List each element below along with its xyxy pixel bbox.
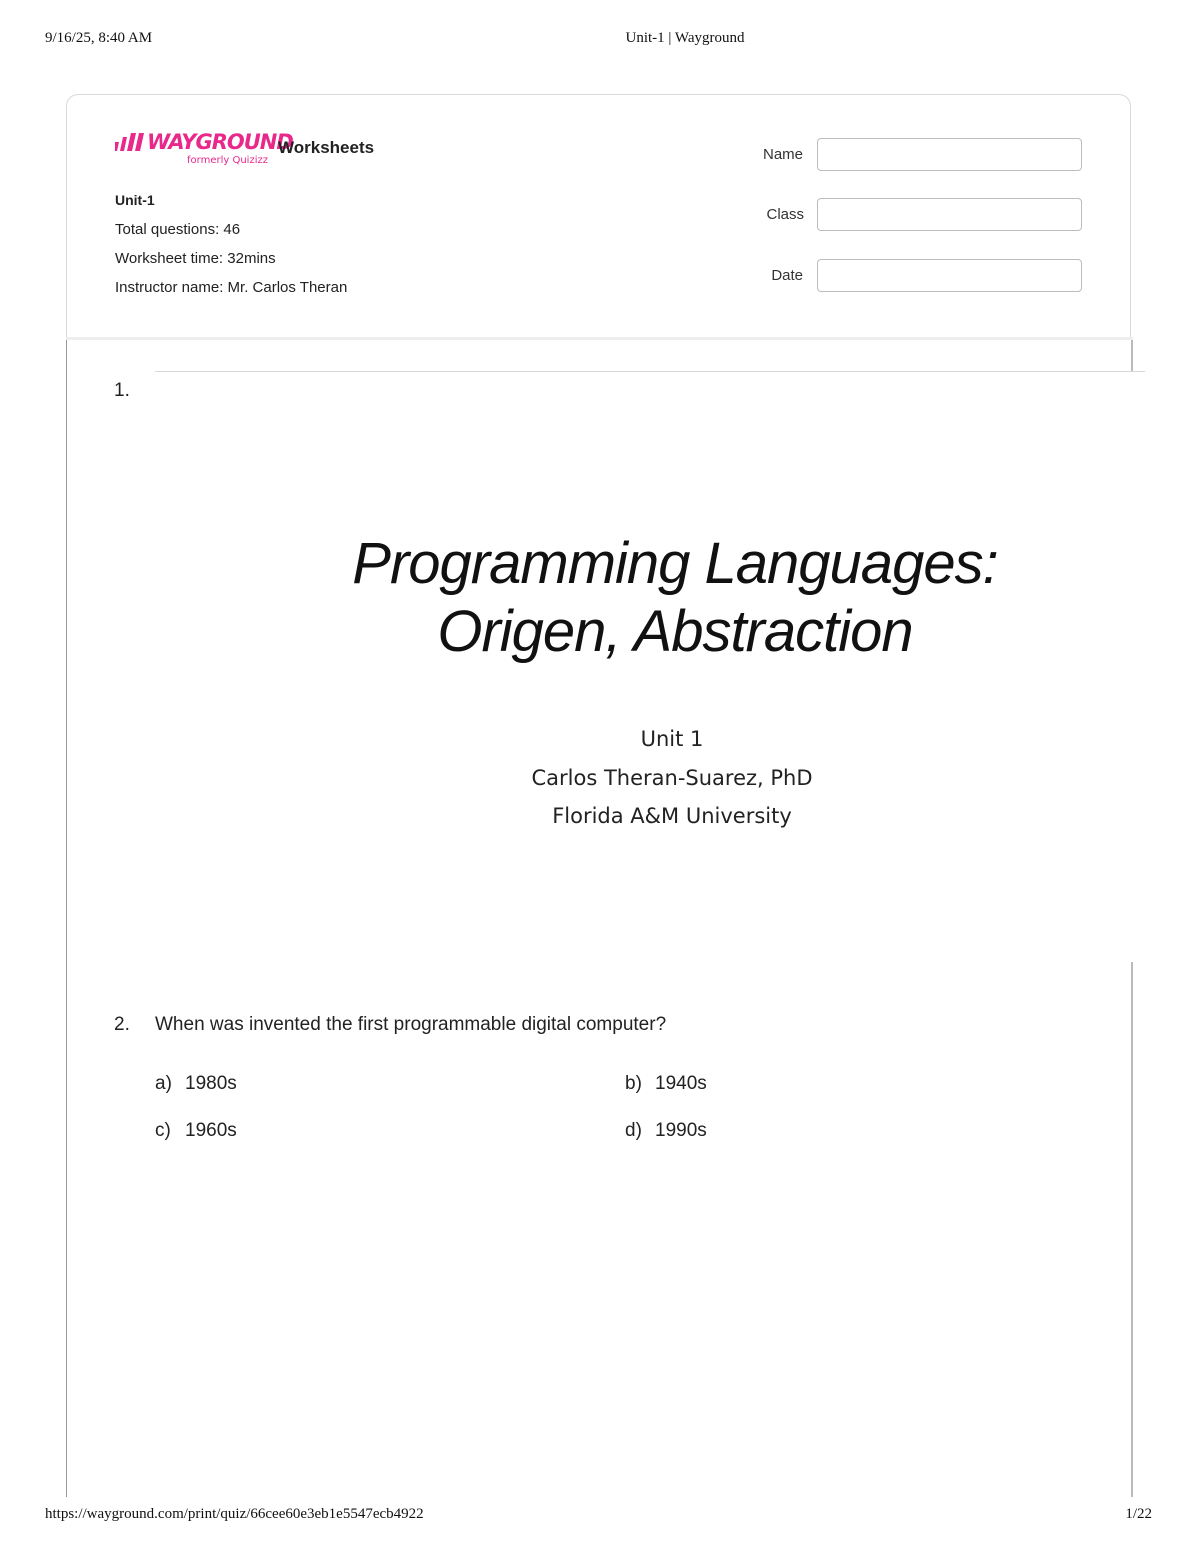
answer-option-d[interactable] [625,1120,707,1142]
question-divider [155,371,1145,372]
option-letter: c) [155,1120,171,1141]
worksheet-time: Worksheet time: 32mins [115,250,276,267]
worksheet-title: Unit-1 [115,192,155,208]
option-text: 1980s [185,1073,237,1094]
page-right-border-top [1131,340,1133,372]
print-url: https://wayground.com/print/quiz/66cee60e3eb1e5547ecb4922 [45,1506,424,1522]
answer-option-b[interactable] [625,1073,707,1095]
page-left-border [66,340,67,1497]
section-label: Worksheets [278,138,375,157]
total-questions: Total questions: 46 [115,221,241,238]
name-field[interactable] [817,138,1082,171]
slide-institution: Florida A&M University [552,804,792,828]
slide-subtitle: Unit 1 [640,727,704,751]
class-field[interactable] [817,198,1082,231]
name-label: Name [762,146,803,163]
class-label: Class [766,206,804,223]
slide-title-line: Origen, Abstraction [437,599,913,664]
page-number: 1/22 [1125,1506,1152,1522]
date-field[interactable] [817,259,1082,292]
slide-title-line: Programming Languages: [352,531,998,596]
option-text: 1940s [655,1073,707,1094]
answer-option-a[interactable] [155,1073,237,1095]
option-text: 1990s [655,1120,707,1141]
logo-wordmark: WAYGROUND [147,130,293,154]
wayground-logo-mark-icon [115,133,145,151]
option-letter: b) [625,1073,642,1094]
question-text: When was invented the first programmable digital computer? [155,1014,667,1035]
answer-option-c[interactable] [155,1120,237,1142]
print-header [0,30,1200,50]
wayground-logo [115,128,293,170]
print-datetime: 9/16/25, 8:40 AM [45,30,153,46]
print-footer [0,1506,1200,1526]
instructor-name: Instructor name: Mr. Carlos Theran [115,279,348,296]
logo-tagline: formerly Quizizz [187,155,268,166]
print-title: Unit-1 | Wayground [625,30,745,46]
option-text: 1960s [185,1120,237,1141]
option-letter: a) [155,1073,172,1094]
question-number: 1. [114,380,130,401]
question-number: 2. [114,1014,130,1035]
page-right-border-bottom [1131,962,1133,1497]
slide-title [250,530,1100,666]
slide-author: Carlos Theran-Suarez, PhD [531,766,813,790]
date-label: Date [771,267,803,284]
header-card-divider [66,337,1133,340]
option-letter: d) [625,1120,642,1141]
